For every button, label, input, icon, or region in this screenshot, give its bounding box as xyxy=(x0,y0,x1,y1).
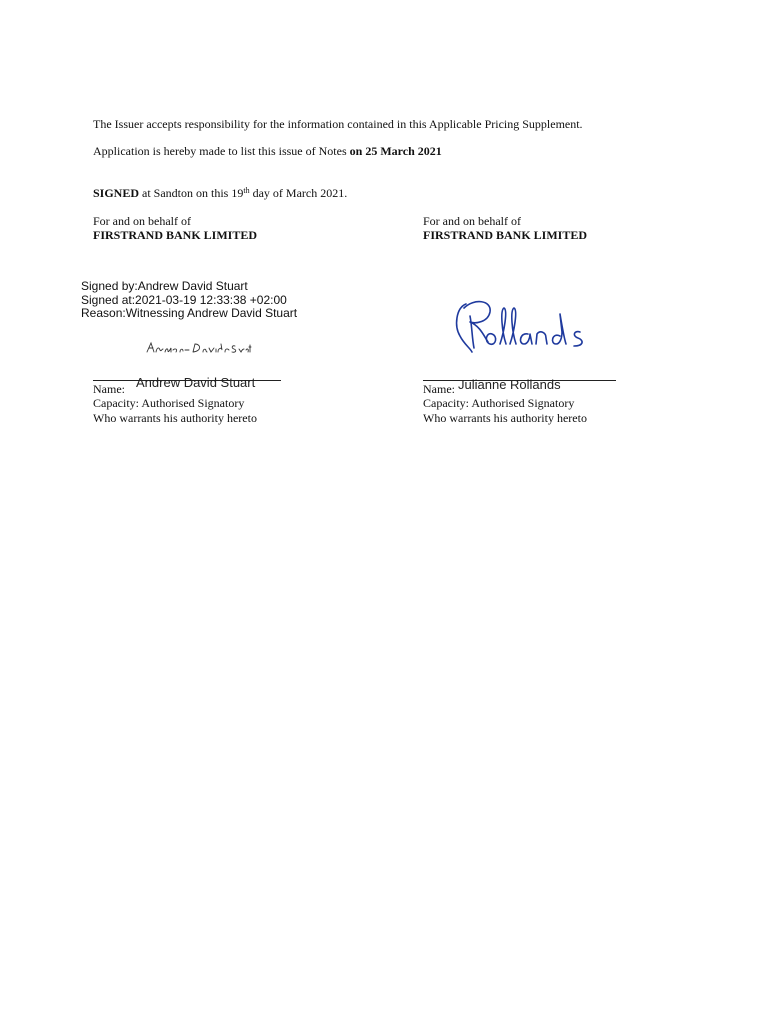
right-capacity: Capacity: Authorised Signatory xyxy=(423,396,575,410)
signed-place: at Sandton on this 19 xyxy=(139,186,244,200)
signed-ordinal: th xyxy=(243,186,250,195)
responsibility-text: The Issuer accepts responsibility for the information contained in this Applicable Pricing Supplement. xyxy=(93,117,583,131)
signed-word: SIGNED xyxy=(93,186,140,200)
right-authority: Who warrants his authority hereto xyxy=(423,411,587,425)
stamp-signed-by: Signed by:Andrew David Stuart xyxy=(81,279,248,293)
left-name-label: Name: xyxy=(93,382,125,396)
right-bank-name-text: FIRSTRAND BANK LIMITED xyxy=(423,228,588,242)
right-signature-drawing xyxy=(450,296,600,358)
left-handwritten-signature xyxy=(145,341,253,358)
left-authority: Who warrants his authority hereto xyxy=(93,411,257,425)
digital-stamp xyxy=(81,280,297,321)
application-date: on 25 March 2021 xyxy=(349,144,442,158)
left-bank-name-text: FIRSTRAND BANK LIMITED xyxy=(93,228,258,242)
left-bank-name xyxy=(93,228,257,242)
right-behalf-label: For and on behalf of xyxy=(423,214,521,228)
left-signature-scribble xyxy=(145,341,253,355)
responsibility-statement xyxy=(93,117,583,131)
stamp-reason: Reason:Witnessing Andrew David Stuart xyxy=(81,306,298,320)
right-handwritten-signature xyxy=(450,296,600,363)
right-name-label: Name: xyxy=(423,382,455,396)
signing-statement xyxy=(93,186,347,200)
stamp-signed-at: Signed at:2021-03-19 12:33:38 +02:00 xyxy=(81,292,287,307)
right-bank-name xyxy=(423,228,587,242)
left-typed-name: Andrew David Stuart xyxy=(136,375,256,390)
application-text: Application is hereby made to list this issue of Notes xyxy=(93,144,350,158)
signed-rest: day of March 2021. xyxy=(249,186,348,200)
left-capacity: Capacity: Authorised Signatory xyxy=(93,396,245,410)
right-typed-name: Julianne Rollands xyxy=(458,377,561,392)
left-behalf-label: For and on behalf of xyxy=(93,214,191,228)
listing-application xyxy=(93,144,442,158)
